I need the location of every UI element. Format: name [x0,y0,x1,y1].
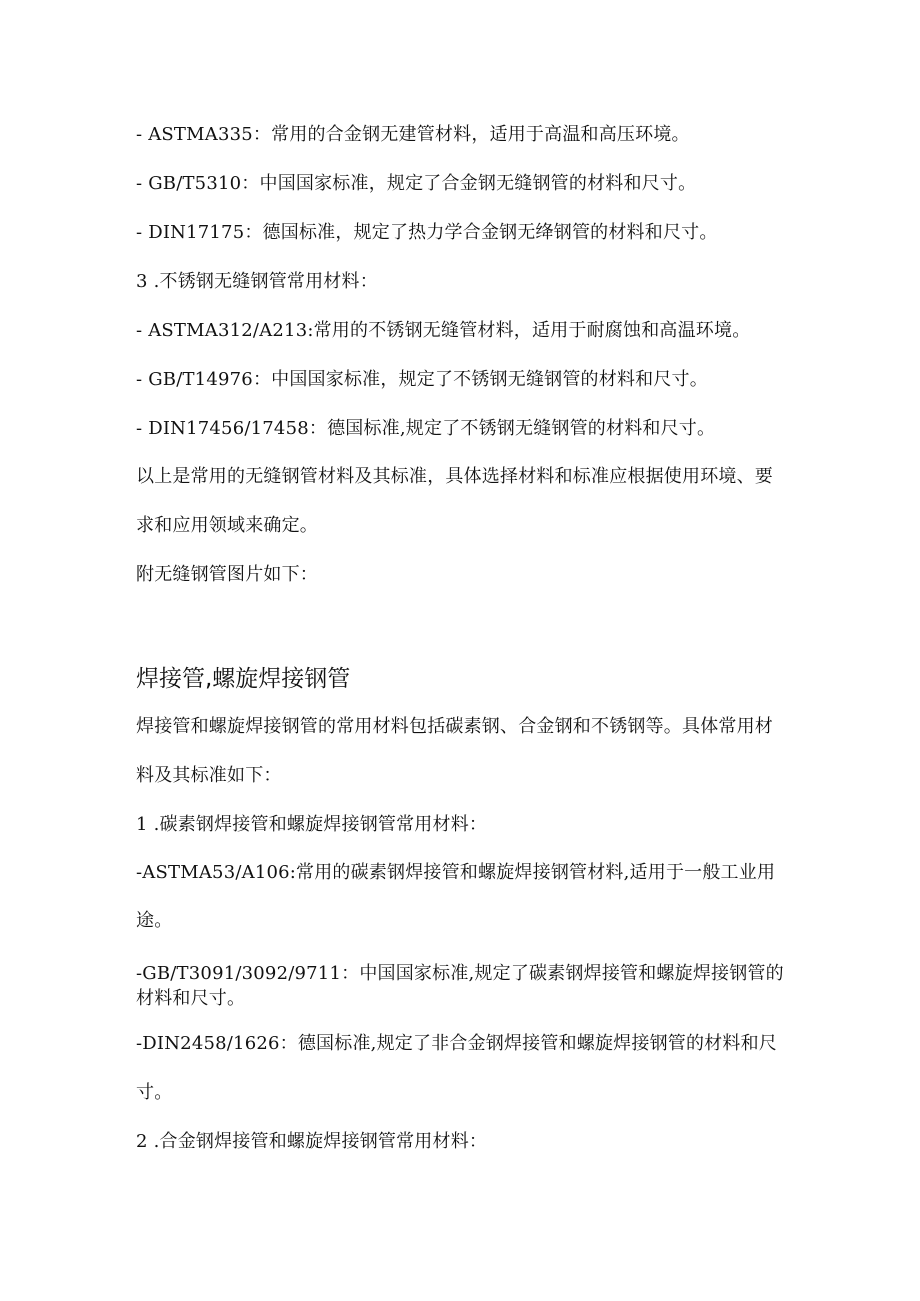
spec-line-astma312: - ASTMA312/A213:常用的不锈钢无缝管材料，适用于耐腐蚀和高温环境。 [136,320,751,341]
spec-line-din17175: - DIN17175：德国标准，规定了热力学合金钢无绛钢管的材料和尺寸。 [136,222,718,243]
intro-paragraph-line-2: 料及其标准如下： [136,765,282,786]
spec-line-astma53-1: -ASTMA53/A106:常用的碳素钢焊接管和螺旋焊接钢管材料,适用于一般工业用 [136,862,776,883]
spec-line-gbt14976: - GB/T14976：中国国家标准，规定了不锈钢无缝钢管的材料和尺寸。 [136,369,708,390]
list-heading-alloy: 2 .合金钢焊接管和螺旋焊接钢管常用材料： [136,1131,488,1152]
list-heading-carbon: 1 .碳素钢焊接管和螺旋焊接钢管常用材料： [136,814,488,835]
spec-line-astma335: - ASTMA335：常用的合金钢无建管材料，适用于高温和高压环境。 [136,124,690,145]
list-heading-stainless: 3 .不锈钢无缝钢管常用材料： [136,271,378,292]
spec-line-astma53-2: 途。 [136,910,173,931]
spec-line-gbt5310: - GB/T5310：中国国家标准，规定了合金钢无缝钢管的材料和尺寸。 [136,173,697,194]
summary-paragraph-line-2: 求和应用领域来确定。 [136,515,318,536]
image-note: 附无缝钢管图片如下： [136,564,318,585]
spec-line-gbt3091-2: 材料和尺寸。 [136,988,246,1009]
spec-line-din2458-1: -DIN2458/1626：德国标准,规定了非合金钢焊接管和螺旋焊接钢管的材料和尺 [136,1033,777,1054]
section-heading: 焊接管,螺旋焊接钢管 [136,666,351,692]
spec-line-gbt3091-1: -GB/T3091/3092/9711：中国国家标准,规定了碳素钢焊接管和螺旋焊接钢管的 [136,963,784,984]
spec-line-din2458-2: 寸。 [136,1082,173,1103]
intro-paragraph-line-1: 焊接管和螺旋焊接钢管的常用材料包括碳素钢、合金钢和不锈钢等。具体常用材 [136,716,773,737]
spec-line-din17456: - DIN17456/17458：德国标准,规定了不锈钢无缝钢管的材料和尺寸。 [136,418,716,439]
summary-paragraph-line-1: 以上是常用的无缝钢管材料及其标准，具体选择材料和标准应根据使用环境、要 [136,466,773,487]
